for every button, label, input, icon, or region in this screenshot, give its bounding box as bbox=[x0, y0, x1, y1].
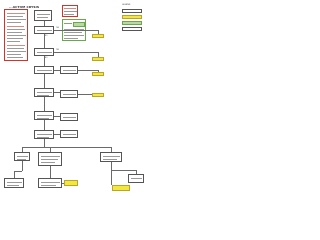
decision-node-4 bbox=[34, 88, 54, 97]
branch-center-node bbox=[38, 152, 62, 166]
decision-node-5 bbox=[34, 111, 54, 120]
decision-node-2 bbox=[34, 48, 54, 56]
legend-swatch-green bbox=[122, 21, 142, 25]
yes-label: YES bbox=[56, 50, 59, 51]
connector bbox=[22, 161, 23, 171]
yes-outcome-1 bbox=[92, 34, 104, 38]
branch-right-node bbox=[100, 152, 122, 162]
connector bbox=[14, 171, 22, 172]
decision-node-6 bbox=[34, 130, 54, 139]
yes-outcome-2 bbox=[92, 57, 104, 61]
side-node-5 bbox=[60, 113, 78, 121]
connector bbox=[50, 166, 51, 178]
branch-left-node bbox=[14, 152, 30, 161]
connector bbox=[22, 147, 111, 148]
connector bbox=[111, 170, 136, 171]
no-label: NO bbox=[45, 58, 48, 59]
connector bbox=[98, 70, 99, 72]
connector bbox=[54, 134, 60, 135]
decision-node-1 bbox=[34, 26, 54, 34]
connector bbox=[54, 70, 60, 71]
bottom-left-node bbox=[4, 178, 24, 188]
side-node-4 bbox=[60, 90, 78, 98]
connector bbox=[44, 21, 45, 26]
connector bbox=[54, 92, 60, 93]
yes-label: YES bbox=[56, 28, 59, 29]
legend bbox=[117, 4, 147, 46]
connector bbox=[44, 120, 45, 130]
side-node-3 bbox=[60, 66, 78, 74]
connector bbox=[50, 147, 51, 152]
bottom-right-yellow-node bbox=[112, 185, 130, 191]
connector bbox=[14, 171, 15, 178]
connector bbox=[22, 147, 23, 152]
red-symptoms-panel bbox=[62, 5, 78, 17]
chart-title: ...ACTIVE CRYSIS bbox=[9, 5, 40, 9]
legend-swatch-white bbox=[122, 9, 142, 13]
connector bbox=[111, 162, 112, 185]
red-criteria-panel bbox=[4, 9, 28, 61]
connector bbox=[78, 70, 98, 71]
no-label: NO bbox=[45, 36, 48, 37]
start-node bbox=[34, 10, 52, 21]
connector bbox=[98, 30, 99, 34]
legend-swatch-yellow bbox=[122, 15, 142, 19]
connector bbox=[54, 52, 98, 53]
connector bbox=[136, 170, 137, 174]
connector bbox=[54, 30, 98, 31]
bottom-far-right-node bbox=[128, 174, 144, 183]
connector bbox=[54, 116, 60, 117]
bottom-yellow-node bbox=[64, 180, 78, 186]
connector bbox=[62, 183, 64, 184]
connector bbox=[44, 74, 45, 88]
legend-swatch-outline bbox=[122, 27, 142, 31]
connector bbox=[78, 94, 92, 95]
decision-node-3 bbox=[34, 66, 54, 74]
connector bbox=[44, 97, 45, 111]
yes-outcome-3 bbox=[92, 72, 104, 76]
yes-outcome-4 bbox=[92, 93, 104, 97]
legend-title: LEGEND bbox=[122, 4, 131, 6]
connector bbox=[44, 139, 45, 147]
connector bbox=[98, 52, 99, 57]
connector bbox=[111, 147, 112, 152]
side-node-6 bbox=[60, 130, 78, 138]
bottom-center-node bbox=[38, 178, 62, 188]
